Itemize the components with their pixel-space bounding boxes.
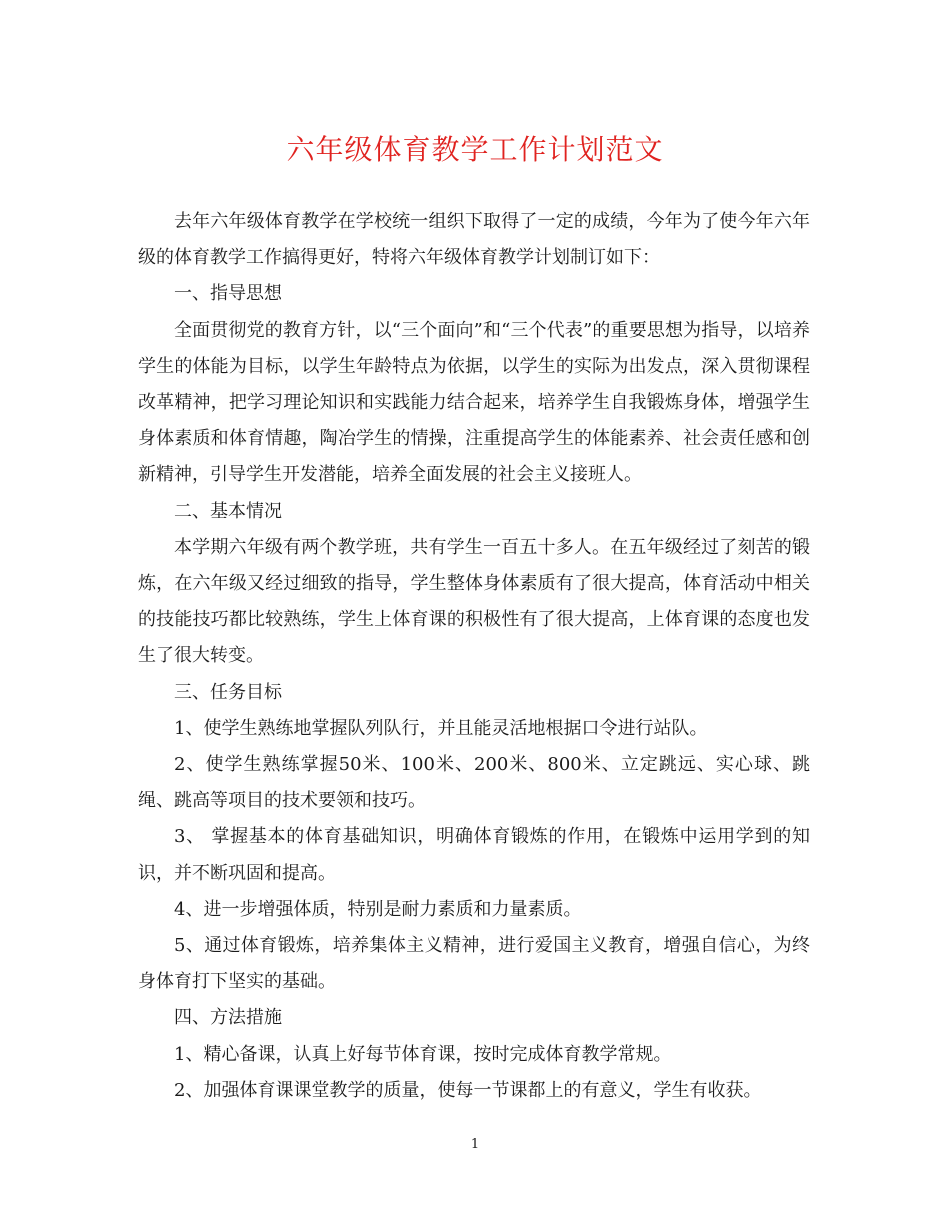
goal-item-2: 2、使学生熟练掌握50米、100米、200米、800米、立定跳远、实心球、跳绳、跳高等项目的技术要领和技巧。: [138, 754, 810, 812]
method-item-2: 2、加强体育课课堂教学的质量，使每一节课都上的有意义，学生有收获。: [174, 1079, 762, 1101]
paragraph-intro: 去年六年级体育教学在学校统一组织下取得了一定的成绩，今年为了使今年六年级的体育教学工作搞得更好，特将六年级体育教学计划制订如下：: [138, 211, 810, 269]
document-title: 六年级体育教学工作计划范文: [286, 133, 664, 166]
goal-item-1: 1、使学生熟练地掌握队列队行，并且能灵活地根据口令进行站队。: [174, 717, 708, 739]
goal-item-4: 4、进一步增强体质，特别是耐力素质和力量素质。: [174, 898, 582, 920]
document-body: [138, 204, 810, 1109]
section-heading-task-goals: 三、任务目标: [174, 681, 282, 703]
goal-item-3: 3、 掌握基本的体育基础知识，明确体育锻炼的作用，在锻炼中运用学到的知识，并不断巩固和提高。: [138, 826, 810, 884]
method-item-1: 1、精心备课，认真上好每节体育课，按时完成体育教学常规。: [174, 1043, 672, 1065]
section-heading-methods: 四、方法措施: [174, 1007, 282, 1029]
page-number: 1: [470, 1137, 480, 1152]
section-heading-guiding-ideology: 一、指导思想: [174, 283, 282, 305]
paragraph-guiding-ideology: 全面贯彻党的教育方针，以“三个面向”和“三个代表”的重要思想为指导，以培养学生的体能为目标，以学生年龄特点为依据，以学生的实际为出发点，深入贯彻课程改革精神，把学习理论知识和实践能力结合起来，培养学生自我锻炼身体，增强学生身体素质和体育情趣，陶冶学生的情操，注重提高学生的体能素养、社会责任感和创新精神，引导学生开发潜能，培养全面发展的社会主义接班人。: [138, 319, 810, 486]
paragraph-basic-situation: 本学期六年级有两个教学班，共有学生一百五十多人。在五年级经过了刻苦的锻炼，在六年级又经过细致的指导，学生整体身体素质有了很大提高，体育活动中相关的技能技巧都比较熟练，学生上体育课的积极性有了很大提高，上体育课的态度也发生了很大转变。: [138, 536, 810, 667]
section-heading-basic-situation: 二、基本情况: [174, 500, 282, 522]
goal-item-5: 5、通过体育锻炼，培养集体主义精神，进行爱国主义教育，增强自信心，为终身体育打下坚实的基础。: [138, 935, 810, 993]
